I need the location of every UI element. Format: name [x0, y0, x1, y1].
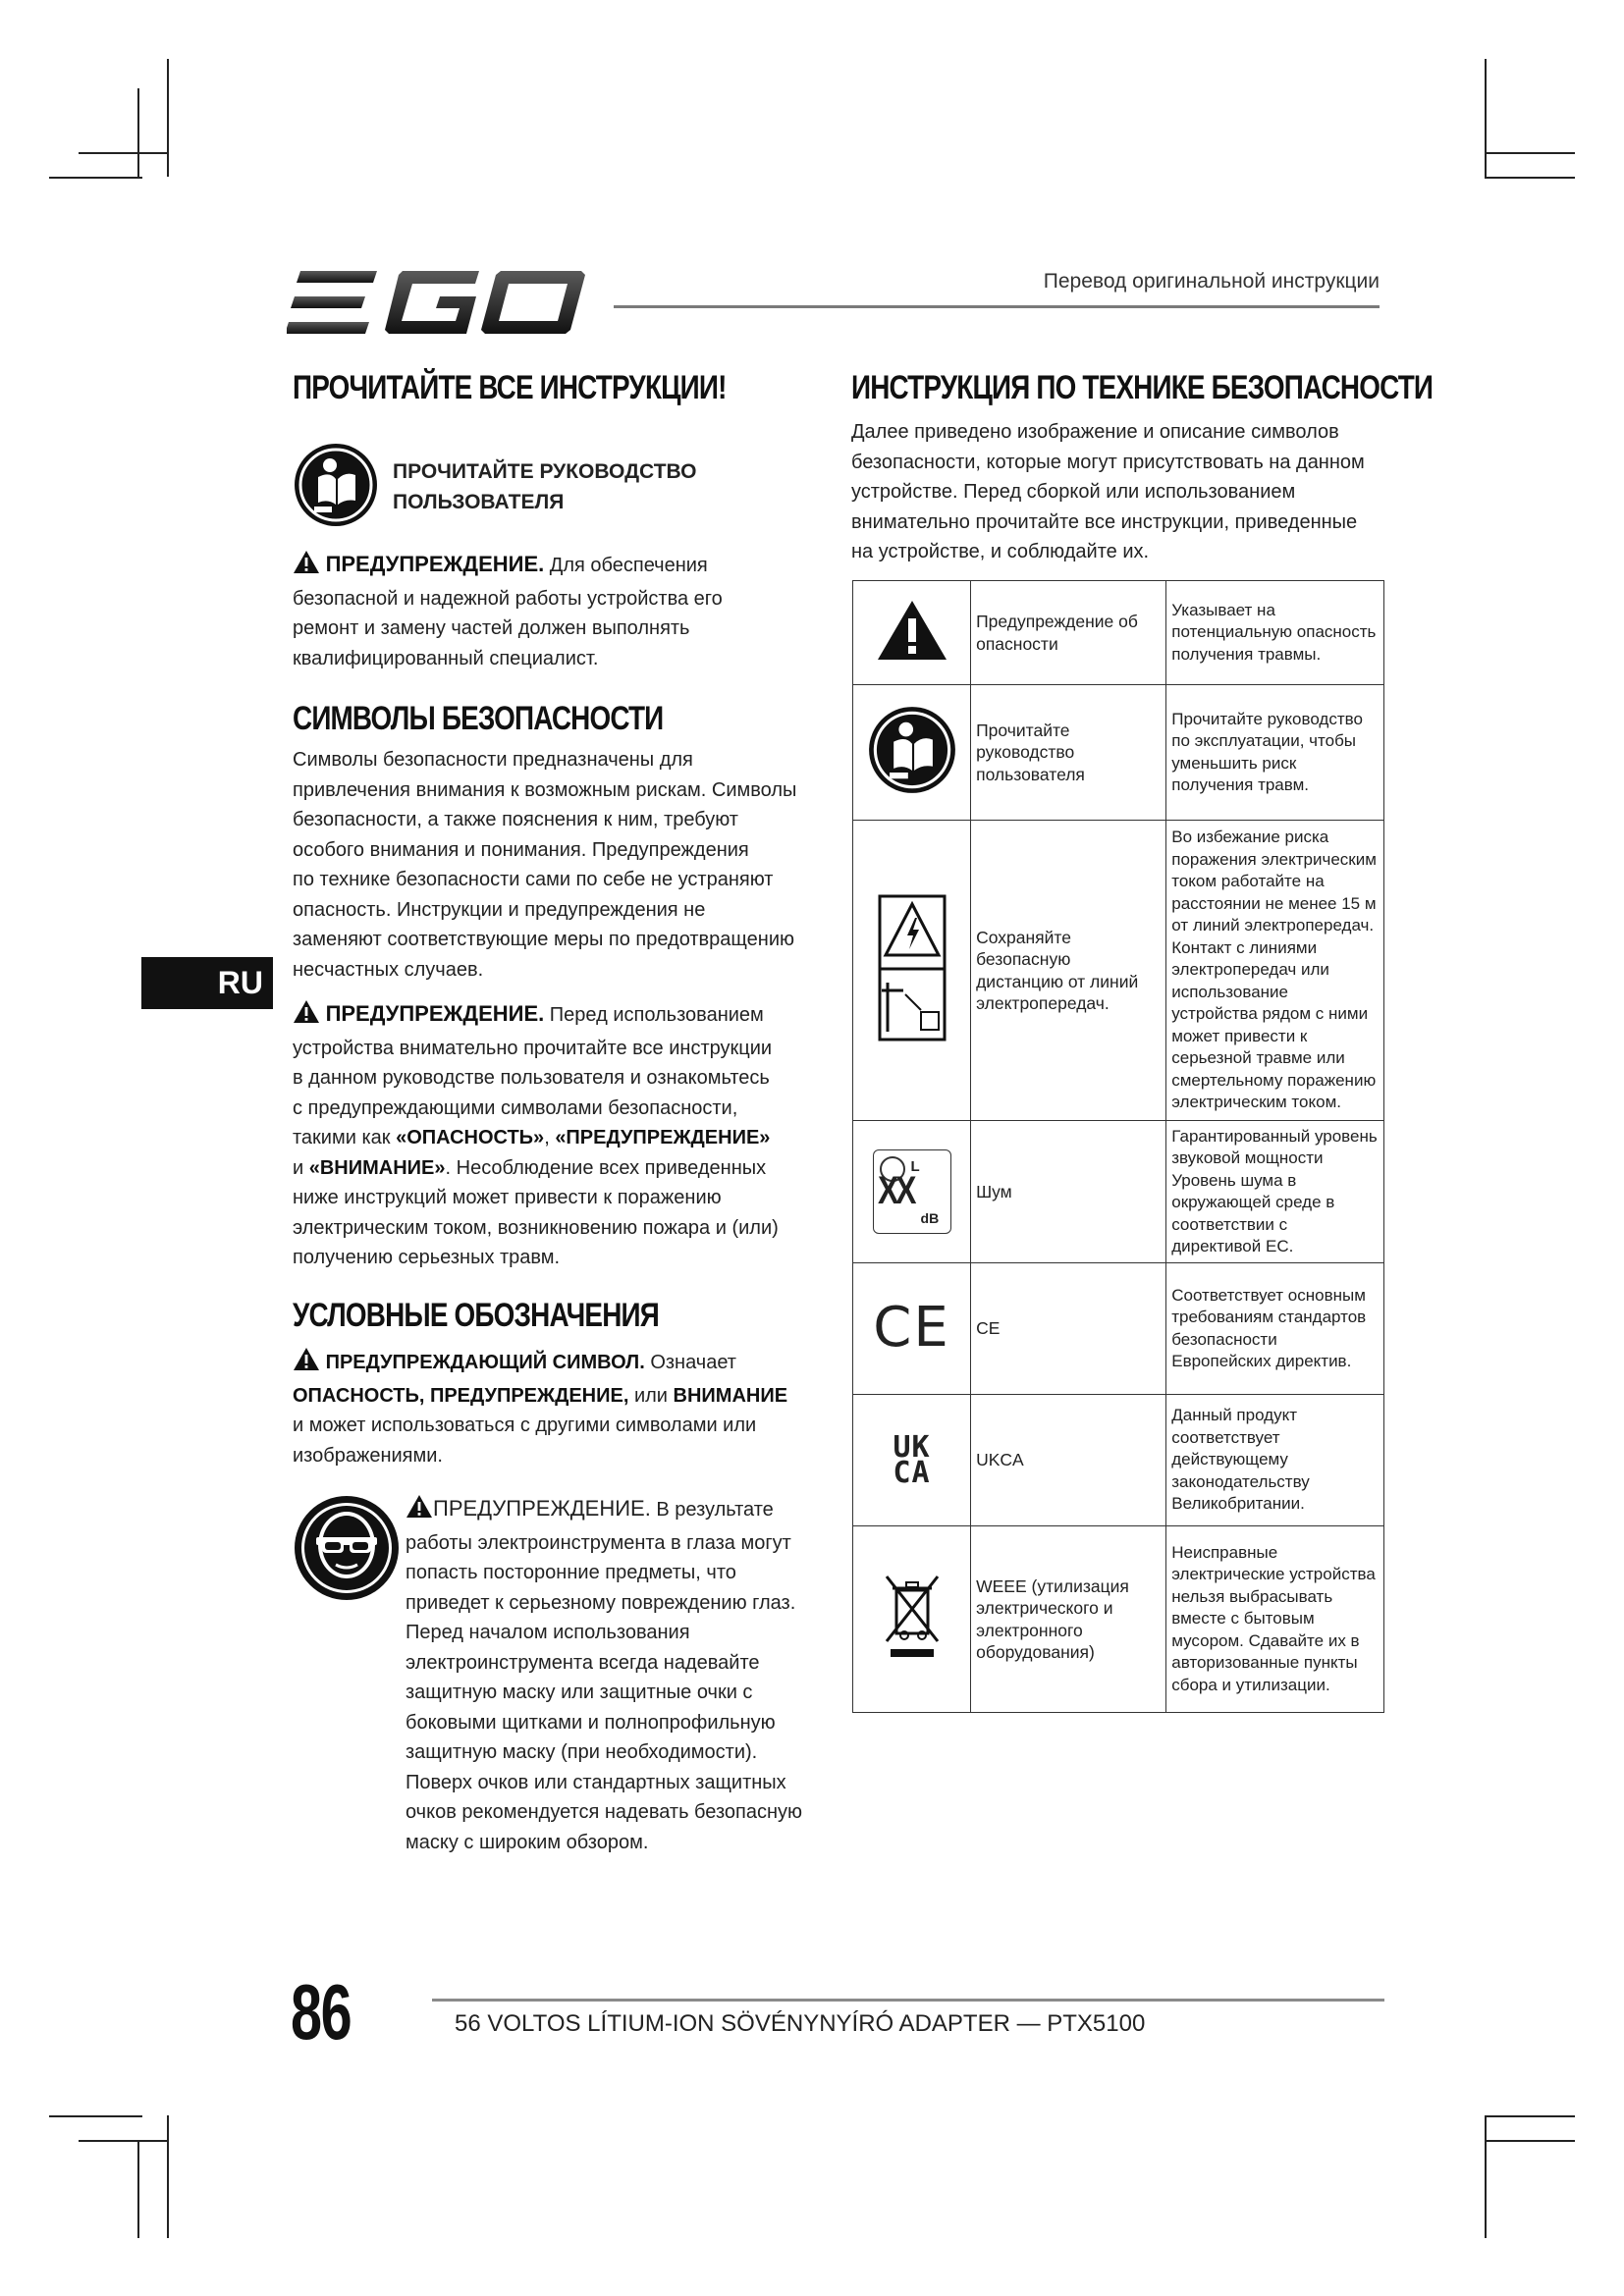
text-line: такими как [293, 1127, 397, 1148]
warning-icon [293, 1347, 320, 1381]
text-line: попасть посторонние предметы, что [406, 1562, 736, 1583]
noise-level-icon [873, 1149, 951, 1234]
text-line: изображениями. [293, 1444, 443, 1467]
table-cell-desc: Указывает на потенциальную опасность получения травмы. [1166, 581, 1384, 685]
text-line: защитную маску или защитные очки с [406, 1682, 753, 1703]
read-manual-label: ПРОЧИТАЙТЕ РУКОВОДСТВО [393, 460, 697, 483]
text-line: и [293, 1156, 309, 1179]
warning-label: ПРЕДУПРЕЖДЕНИЕ. [433, 1496, 651, 1521]
ego-logo-icon [287, 267, 591, 338]
table-cell-name: Сохраняйте безопасную дистанцию от линий электропередач. [971, 821, 1166, 1121]
text-line: очков рекомендуется надевать безопасную [406, 1801, 803, 1823]
ce-mark-icon: CE [873, 1296, 950, 1361]
text-line: особого внимания и понимания. Предупреждения [293, 838, 749, 861]
table-cell-icon [853, 581, 971, 685]
warning-icon [406, 1494, 433, 1528]
text-line: ремонт и замену частей должен выполнять [293, 617, 690, 639]
text-line: приведет к серьезному повреждению глаз. [406, 1591, 796, 1614]
footer-rule [432, 1999, 1384, 2002]
crop-mark [137, 88, 139, 177]
power-line-distance-icon [878, 894, 947, 1041]
safety-symbols-title: СИМВОЛЫ БЕЗОПАСНОСТИ [293, 700, 664, 737]
noise-xx-label: XX [877, 1169, 913, 1212]
table-cell-desc: Данный продукт соответствует действующему законодательству Великобритании. [1166, 1395, 1384, 1526]
eye-protection-icon [293, 1494, 401, 1607]
ukca-mark-icon [853, 1429, 970, 1490]
table-cell-icon [853, 1121, 971, 1263]
crop-mark [167, 59, 169, 177]
text-line: В результате [650, 1499, 774, 1521]
text-line: опасность. Инструкции и предупреждения не [293, 898, 706, 921]
ego-logo [287, 267, 591, 338]
crop-mark [1485, 177, 1575, 179]
language-tab: RU [141, 957, 273, 1009]
crop-mark [167, 2115, 169, 2238]
eye-warning-paragraph [406, 1494, 838, 1857]
keyword: ВНИМАНИЕ [673, 1384, 788, 1407]
text-line: защитную маску (при необходимости). [406, 1741, 758, 1763]
page-number: 86 [291, 1968, 352, 2056]
safety-symbols-paragraph [293, 745, 823, 985]
crop-mark [1485, 152, 1575, 154]
safety-intro-paragraph [851, 417, 1386, 567]
text-line: Означает [644, 1352, 736, 1373]
text-line: работы электроинструмента в глаза могут [406, 1531, 791, 1554]
text-line: безопасности, а также пояснения к ним, требуют [293, 809, 738, 830]
text-line: или [628, 1384, 674, 1407]
crop-mark [1485, 2140, 1575, 2142]
ukca-bottom: CA [893, 1455, 931, 1490]
crop-mark [1485, 2115, 1487, 2238]
warning-paragraph-2 [293, 999, 823, 1273]
text-line: квалифицированный специалист. [293, 647, 599, 669]
text-line: Перед использованием [544, 1004, 764, 1026]
read-manual-icon [293, 442, 379, 533]
text-line: безопасности, которые могут присутствовать на данном [851, 451, 1365, 473]
crop-mark [1485, 59, 1487, 177]
warning-icon [293, 550, 320, 584]
noise-db-label: dB [920, 1210, 940, 1226]
keyword: «ВНИМАНИЕ» [308, 1156, 446, 1179]
table-cell-name: CE [971, 1263, 1166, 1395]
table-cell-icon [853, 1263, 971, 1395]
table-cell-icon [853, 821, 971, 1121]
table-row [853, 821, 1384, 1121]
warning-paragraph-1 [293, 550, 823, 673]
crop-mark [79, 152, 169, 154]
text-line: устройстве. Перед сборкой или использованием [851, 481, 1296, 503]
table-row [853, 1121, 1384, 1263]
warning-label: ПРЕДУПРЕЖДАЮЩИЙ СИМВОЛ. [325, 1352, 645, 1373]
table-row [853, 1395, 1384, 1526]
read-manual-label: ПОЛЬЗОВАТЕЛЯ [393, 491, 565, 513]
crop-mark [49, 177, 142, 179]
ukca-top: UK [893, 1429, 931, 1465]
keyword: «ПРЕДУПРЕЖДЕНИЕ» [555, 1127, 771, 1148]
table-cell-name: Шум [971, 1121, 1166, 1263]
table-cell-desc: Прочитайте руководство по эксплуатации, чтобы уменьшить риск получения травм. [1166, 685, 1384, 821]
table-row [853, 1526, 1384, 1713]
text-line: Далее приведено изображение и описание символов [851, 421, 1339, 443]
text-line: ниже инструкций может привести к поражению [293, 1187, 722, 1208]
table-cell-icon [853, 685, 971, 821]
text-line: получению серьезных травм. [293, 1247, 561, 1268]
read-manual-icon [867, 705, 957, 795]
text-line: Символы безопасности предназначены для [293, 749, 693, 771]
crop-mark [137, 2140, 139, 2238]
text-line: устройства внимательно прочитайте все инструкции [293, 1037, 773, 1059]
table-row [853, 685, 1384, 821]
table-cell-desc: Во избежание риска поражения электрическим током работайте на расстоянии не менее 15 м от линий электропередач. Контакт с линиями электропередач или использование устройства рядом с ними может привести к серьезной травме или смертельному поражению электрическим током. [1166, 821, 1384, 1121]
table-row [853, 581, 1384, 685]
table-cell-icon [853, 1526, 971, 1713]
crop-mark [49, 2115, 142, 2117]
safety-symbols-table [852, 580, 1384, 1713]
keyword: «ОПАСНОСТЬ» [396, 1127, 545, 1148]
warning-label: ПРЕДУПРЕЖДЕНИЕ. [325, 1001, 545, 1026]
text-line: привлечения внимания к возможным рискам. Символы [293, 778, 797, 801]
table-cell-name: Предупреждение об опасности [971, 581, 1166, 685]
header-subtitle: Перевод оригинальной инструкции [1043, 270, 1380, 293]
text-line: . Несоблюдение всех приведенных [445, 1156, 767, 1179]
warning-icon [293, 999, 320, 1034]
text-line: Перед началом использования [406, 1622, 690, 1643]
table-cell-desc: Неисправные электрические устройства нельзя выбрасывать вместе с бытовым мусором. Сдавайте их в авторизованные пункты сбора и утилизации. [1166, 1526, 1384, 1713]
text-line: заменяют соответствующие меры по предотвращению [293, 929, 794, 950]
table-cell-desc: Гарантированный уровень звуковой мощности Уровень шума в окружающей среде в соответствии с директивой ЕС. [1166, 1121, 1384, 1263]
text-line: несчастных случаев. [293, 958, 484, 981]
keyword: ОПАСНОСТЬ, ПРЕДУПРЕЖДЕНИЕ, [293, 1384, 629, 1407]
text-line: Для обеспечения [544, 555, 708, 576]
table-cell-name: Прочитайте руководство пользователя [971, 685, 1166, 821]
text-line: Поверх очков или стандартных защитных [406, 1771, 786, 1793]
weee-bin-icon [883, 1573, 942, 1661]
read-all-title: ПРОЧИТАЙТЕ ВСЕ ИНСТРУКЦИИ! [293, 369, 727, 406]
crop-mark [1485, 2115, 1575, 2117]
noise-lwa-label: L [910, 1158, 920, 1175]
text-line: в данном руководстве пользователя и ознакомьтесь [293, 1067, 770, 1089]
warning-triangle-icon [876, 599, 948, 662]
text-line: электроинструмента всегда надевайте [406, 1651, 760, 1674]
table-cell-desc: Соответствует основным требованиям стандартов безопасности Европейских директив. [1166, 1263, 1384, 1395]
table-cell-name: UKCA [971, 1395, 1166, 1526]
warning-label: ПРЕДУПРЕЖДЕНИЕ. [325, 552, 545, 576]
conventions-title: УСЛОВНЫЕ ОБОЗНАЧЕНИЯ [293, 1297, 659, 1334]
text-line: боковыми щитками и полнопрофильную [406, 1711, 776, 1734]
text-line: , [544, 1127, 556, 1148]
table-cell-icon [853, 1395, 971, 1526]
safety-instructions-title: ИНСТРУКЦИЯ ПО ТЕХНИКЕ БЕЗОПАСНОСТИ [851, 369, 1434, 406]
text-line: с предупреждающими символами безопасности, [293, 1096, 738, 1119]
text-line: по технике безопасности сами по себе не устраняют [293, 869, 774, 890]
text-line: маску с широким обзором. [406, 1831, 649, 1853]
text-line: внимательно прочитайте все инструкции, приведенные [851, 510, 1358, 533]
table-cell-name: WEEE (утилизация электрического и электронного оборудования) [971, 1526, 1166, 1713]
text-line: безопасной и надежной работы устройства его [293, 587, 723, 610]
header-rule [614, 305, 1380, 308]
table-row [853, 1263, 1384, 1395]
conventions-paragraph [293, 1347, 823, 1470]
text-line: и может использоваться с другими символами или [293, 1415, 757, 1436]
footer-product-title: 56 VOLTOS LÍTIUM-ION SÖVÉNYNYÍRÓ ADAPTER — PTX5100 [455, 2010, 1146, 2037]
crop-mark [79, 2140, 169, 2142]
text-line: на устройстве, и соблюдайте их. [851, 541, 1150, 562]
text-line: электрическим током, возникновению пожара и (или) [293, 1216, 779, 1239]
